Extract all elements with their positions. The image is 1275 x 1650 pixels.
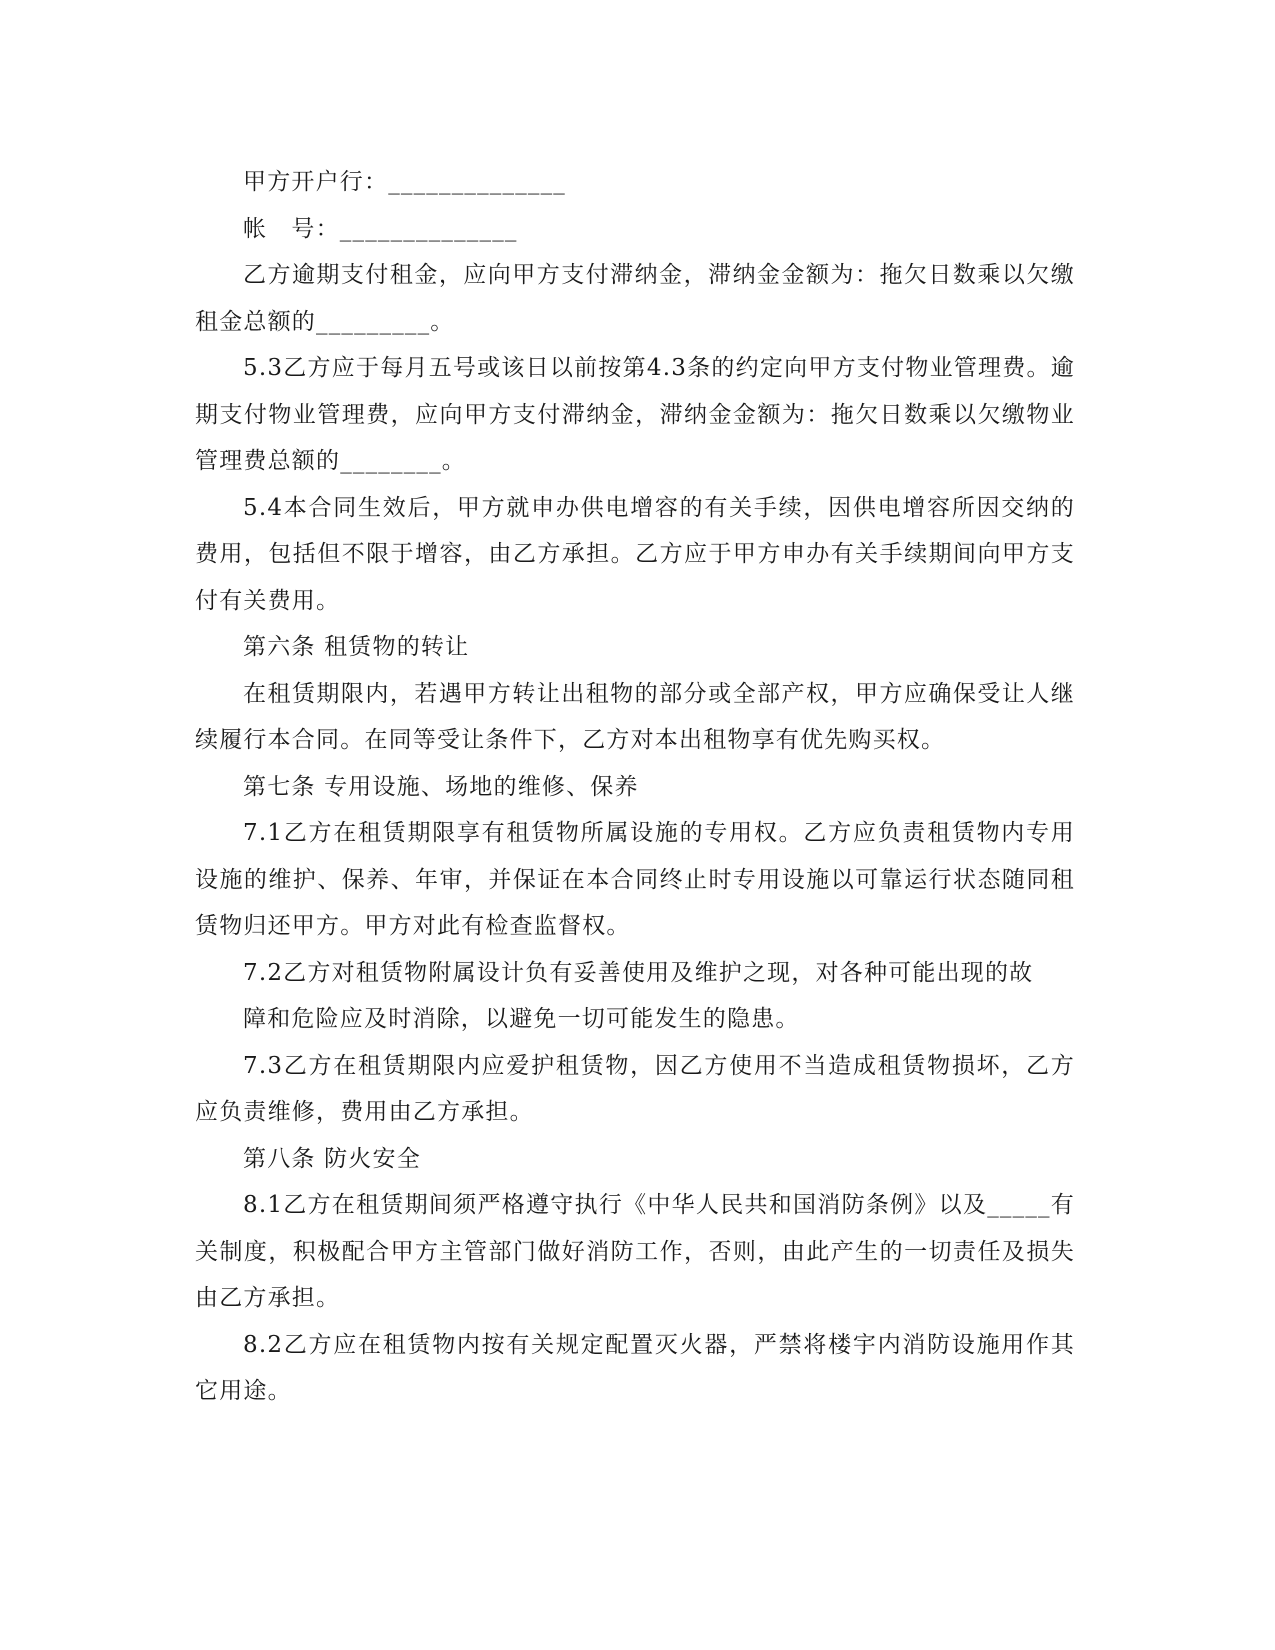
clause-8-1-paragraph: 8.1乙方在租赁期间须严格遵守执行《中华人民共和国消防条例》以及_____有关制度，积极配合甲方主管部门做好消防工作，否则，由此产生的一切责任及损失由乙方承担。 — [195, 1192, 1075, 1311]
clause-7-2-continuation: 障和危险应及时消除，以避免一切可能发生的隐患。 — [243, 1006, 800, 1032]
article-7-heading: 第七条 专用设施、场地的维修、保养 — [243, 773, 639, 800]
clause-5-4-paragraph: 5.4本合同生效后，甲方就申办供电增容的有关手续，因供电增容所因交纳的费用，包括但不限于增容，由乙方承担。乙方应于甲方申办有关手续期间向甲方支付有关费用。 — [195, 494, 1075, 614]
article-6-paragraph: 在租赁期限内，若遇甲方转让出租物的部分或全部产权，甲方应确保受让人继续履行本合同。在同等受让条件下，乙方对本出租物享有优先购买权。 — [195, 680, 1075, 753]
clause-7-3-paragraph: 7.3乙方在租赁期限内应爱护租赁物，因乙方使用不当造成租赁物损坏，乙方应负责维修，费用由乙方承担。 — [195, 1052, 1075, 1125]
article-8-heading: 第八条 防火安全 — [243, 1145, 421, 1172]
document-body — [195, 159, 1075, 1415]
clause-7-1-paragraph: 7.1乙方在租赁期限享有租赁物所属设施的专用权。乙方应负责租赁物内专用设施的维护、保养、年审，并保证在本合同终止时专用设施以可靠运行状态随同租赁物归还甲方。甲方对此有检查监督权。 — [195, 820, 1075, 939]
lessor-bank-line: 甲方开户行：______________ — [243, 169, 566, 195]
clause-7-2-paragraph: 7.2乙方对租赁物附属设计负有妥善使用及维护之现，对各种可能出现的故 — [243, 959, 1034, 986]
clause-8-2-paragraph: 8.2乙方应在租赁物内按有关规定配置灭火器，严禁将楼宇内消防设施用作其它用途。 — [195, 1331, 1075, 1404]
account-number-line: 帐 号：______________ — [243, 215, 518, 242]
clause-5-3-paragraph: 5.3乙方应于每月五号或该日以前按第4.3条的约定向甲方支付物业管理费。逾期支付物业管理费，应向甲方支付滞纳金，滞纳金金额为：拖欠日数乘以欠缴物业管理费总额的________。 — [195, 355, 1075, 474]
rent-late-fee-paragraph: 乙方逾期支付租金，应向甲方支付滞纳金，滞纳金金额为：拖欠日数乘以欠缴租金总额的_________。 — [195, 262, 1075, 335]
article-6-heading: 第六条 租赁物的转让 — [243, 634, 470, 660]
